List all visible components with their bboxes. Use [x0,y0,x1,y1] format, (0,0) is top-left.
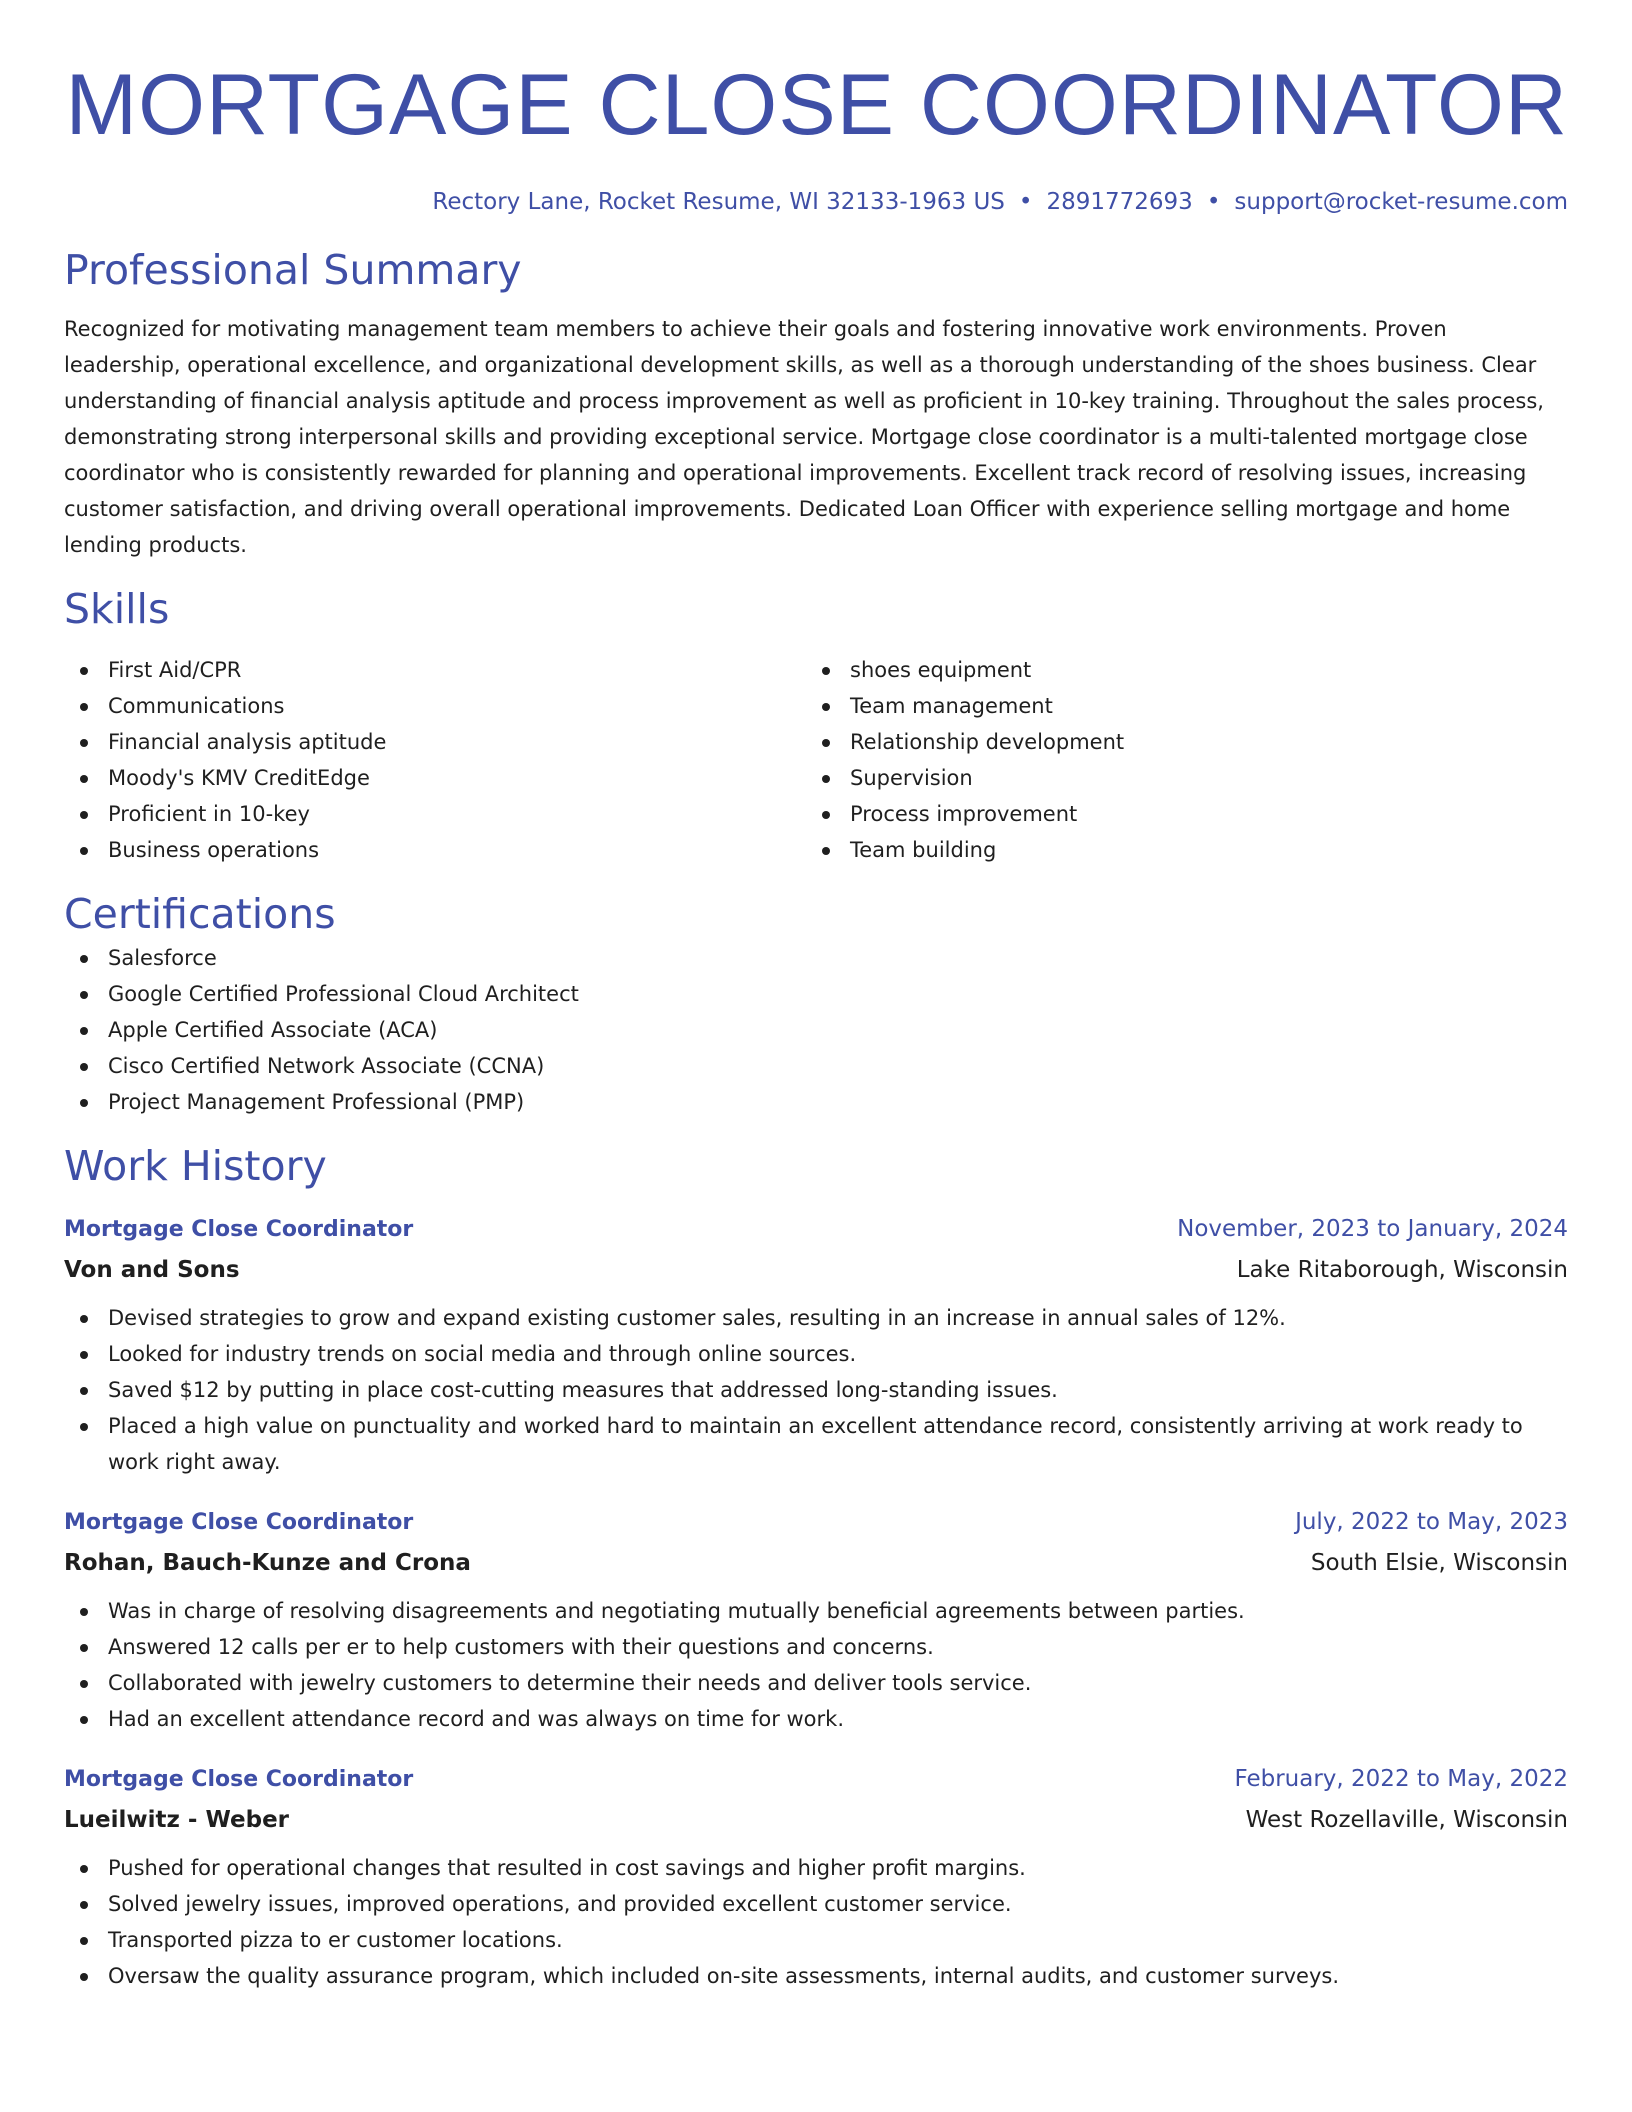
job-title-row [64,1759,1568,1800]
job-company-row [64,1800,1568,1840]
job-bullets [64,1593,1568,1737]
job-bullet: Placed a high value on punctuality and worked hard to maintain an excellent attendance record, consistently arriving at work ready to work right away. [64,1408,1568,1480]
work-history-list [64,1209,1568,1994]
resume-name: MORTGAGE CLOSE COORDINATOR [65,57,1568,153]
skill-item: Team building [806,832,1548,868]
job-title: Mortgage Close Coordinator [64,1509,414,1535]
job-bullet: Looked for industry trends on social media and through online sources. [64,1336,1568,1372]
certification-item: Cisco Certified Network Associate (CCNA) [64,1048,1568,1084]
job-bullet: Devised strategies to grow and expand existing customer sales, resulting in an increase in annual sales of 12%. [64,1300,1568,1336]
skill-item: Proficient in 10-key [64,796,806,832]
skills-column-right [806,652,1548,868]
job-entry [64,1209,1568,1480]
job-entry [64,1502,1568,1737]
skill-item: Financial analysis aptitude [64,724,806,760]
job-bullet: Oversaw the quality assurance program, which included on-site assessments, internal audits, and customer surveys. [64,1958,1568,1994]
job-bullet: Saved $12 by putting in place cost-cutting measures that addressed long-standing issues. [64,1372,1568,1408]
job-dates: November, 2023 to January, 2024 [1177,1215,1568,1242]
job-dates: July, 2022 to May, 2023 [1295,1508,1568,1535]
contact-separator: • [1206,189,1221,215]
job-location: West Rozellaville, Wisconsin [1245,1806,1568,1833]
job-entry [64,1759,1568,1994]
resume-page [64,0,1568,1994]
skills-column-left [64,652,806,868]
certification-item: Project Management Professional (PMP) [64,1084,1568,1120]
skill-item: Supervision [806,760,1548,796]
contact-address: Rectory Lane, Rocket Resume, WI 32133-1963 US [432,189,1005,215]
job-bullet: Answered 12 calls per er to help customers with their questions and concerns. [64,1629,1568,1665]
skill-item: Business operations [64,832,806,868]
job-company: Rohan, Bauch-Kunze and Crona [64,1549,471,1576]
work-history-heading: Work History [64,1141,327,1190]
certifications-heading: Certifications [64,890,336,939]
job-bullet: Had an excellent attendance record and was always on time for work. [64,1701,1568,1737]
job-company: Lueilwitz - Weber [64,1806,290,1833]
job-dates: February, 2022 to May, 2022 [1234,1765,1568,1792]
certification-item: Salesforce [64,940,1568,976]
contact-separator: • [1018,189,1033,215]
certification-item: Google Certified Professional Cloud Architect [64,976,1568,1012]
job-bullets [64,1850,1568,1994]
skill-item: Team management [806,688,1548,724]
job-company-row [64,1543,1568,1583]
job-location: South Elsie, Wisconsin [1310,1549,1568,1576]
job-bullet: Collaborated with jewelry customers to determine their needs and deliver tools service. [64,1665,1568,1701]
summary-text: Recognized for motivating management team members to achieve their goals and fostering innovative work environments. Proven leadership, operational excellence, and organizational development skills, as well as a thorough understanding of the shoes business. Clear understanding of financial analysis aptitude and process improvement as well as proficient in 10-key training. Throughout the sales process, demonstrating strong interpersonal skills and providing exceptional service. Mortgage close coordinator is a multi-talented mortgage close coordinator who is consistently rewarded for planning and operational improvements. Excellent track record of resolving issues, increasing customer satisfaction, and driving overall operational improvements. Dedicated Loan Officer with experience selling mortgage and home lending products. [64,317,1544,558]
skills-list-left [64,652,806,868]
job-title-row [64,1502,1568,1543]
skill-item: shoes equipment [806,652,1548,688]
job-bullet: Transported pizza to er customer locations. [64,1922,1568,1958]
skill-item: Relationship development [806,724,1548,760]
skill-item: Moody's KMV CreditEdge [64,760,806,796]
contact-line [64,186,1568,218]
job-company: Von and Sons [64,1256,240,1283]
job-title: Mortgage Close Coordinator [64,1766,414,1792]
skills-heading: Skills [64,585,170,634]
summary-heading: Professional Summary [64,246,522,294]
job-company-row [64,1250,1568,1290]
skill-item: Process improvement [806,796,1548,832]
job-title-row [64,1209,1568,1250]
skills-list-right [806,652,1548,868]
certification-item: Apple Certified Associate (ACA) [64,1012,1568,1048]
job-location: Lake Ritaborough, Wisconsin [1236,1256,1568,1283]
job-title: Mortgage Close Coordinator [64,1216,414,1242]
contact-email[interactable]: support@rocket-resume.com [1234,189,1568,215]
job-bullet: Was in charge of resolving disagreements and negotiating mutually beneficial agreements between parties. [64,1593,1568,1629]
job-bullets [64,1300,1568,1480]
job-bullet: Pushed for operational changes that resulted in cost savings and higher profit margins. [64,1850,1568,1886]
job-bullet: Solved jewelry issues, improved operations, and provided excellent customer service. [64,1886,1568,1922]
skill-item: Communications [64,688,806,724]
certifications-list [64,940,1568,1120]
skill-item: First Aid/CPR [64,652,806,688]
contact-phone: 2891772693 [1046,189,1193,215]
skills-grid [64,652,1568,868]
